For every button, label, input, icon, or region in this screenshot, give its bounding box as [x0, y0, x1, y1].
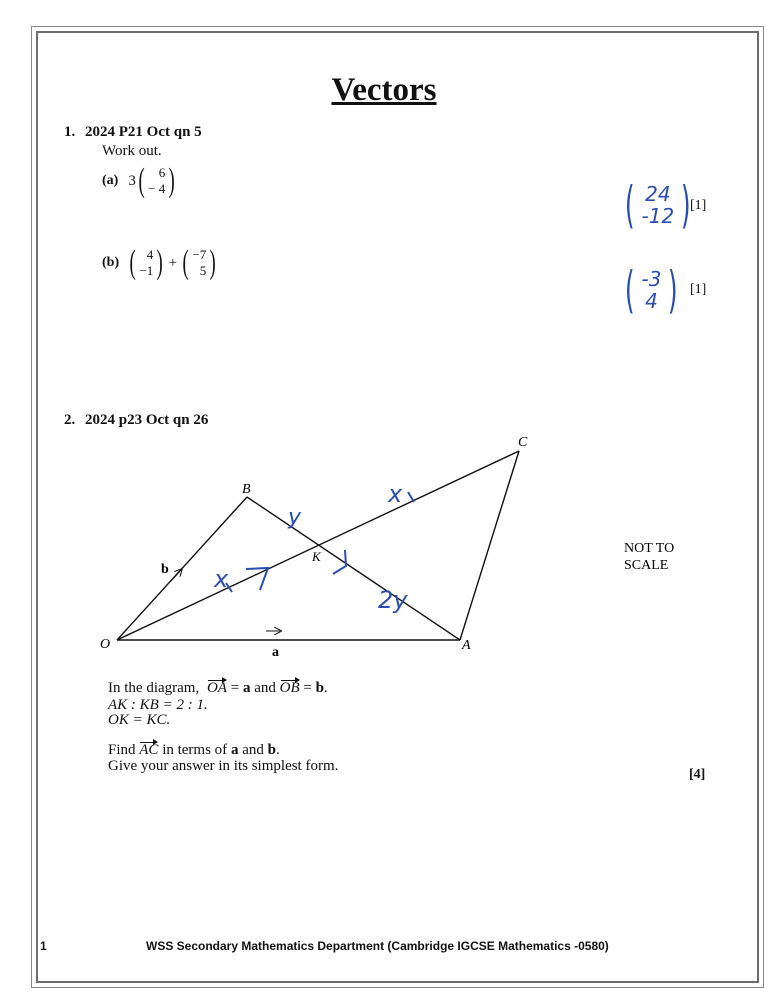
part-b-vector-1: ( 4 −1 ): [129, 244, 164, 281]
annotation-x-lower: x: [214, 565, 229, 593]
footer-page-number: 1: [40, 939, 47, 953]
question-1-number: 1.: [64, 124, 76, 140]
label-O: O: [100, 637, 111, 652]
q2-vector-a: a: [242, 680, 251, 696]
q2-vector-b-2: b: [267, 742, 276, 758]
q2-and-text: and: [250, 680, 280, 696]
tick-mark-KC: [408, 492, 414, 502]
label-B: B: [242, 482, 251, 497]
q2-simplest: Give your answer in its simplest form.: [108, 758, 339, 774]
question-1-instruction: Work out.: [102, 143, 162, 159]
part-a-answer: ( 24 -12 ): [624, 176, 691, 234]
part-b-vector-2-bottom: 5: [199, 263, 207, 278]
q2-marks: [4]: [689, 767, 706, 782]
line-BA: [247, 497, 460, 640]
part-a-answer-top: 24: [645, 182, 671, 206]
part-b-answer: ( -3 4 ): [624, 261, 679, 319]
vector-AC: AC: [139, 742, 159, 758]
q2-and-text-2: and: [238, 742, 268, 758]
q2-equal: OK = KC.: [108, 712, 171, 728]
q2-ratio: AK : KB = 2 : 1.: [108, 697, 208, 713]
q2-in-terms-text: in terms of: [158, 742, 231, 758]
annotation-y-upper: y: [288, 505, 302, 530]
page-title: Vectors: [331, 72, 437, 108]
label-b: b: [161, 562, 169, 577]
part-b-answer-top: -3: [641, 267, 662, 291]
part-b-vector-1-bottom: −1: [139, 263, 154, 278]
q2-find-line: [108, 742, 280, 759]
not-to-scale-line-1: NOT TO: [624, 541, 675, 556]
q2-period-2: .: [275, 742, 280, 758]
label-A: A: [462, 638, 471, 653]
q2-vector-b: b: [315, 680, 324, 696]
part-a-vector: ( 6 − 4 ): [138, 162, 176, 199]
vector-OA: OA: [206, 680, 227, 696]
part-b-label: (b): [102, 255, 120, 270]
question-1-source: 2024 P21 Oct qn 5: [85, 124, 202, 140]
label-K: K: [312, 549, 321, 564]
part-a-answer-bottom: -12: [641, 204, 675, 228]
label-C: C: [518, 435, 528, 450]
part-b-vector-2: ( −7 5 ): [182, 244, 217, 281]
part-a-label: (a): [102, 173, 119, 188]
q2-eq-text-2: =: [299, 680, 316, 696]
part-a-scalar: 3: [128, 172, 136, 189]
q2-intro-text: In the diagram,: [108, 680, 200, 696]
part-b-vector-2-top: −7: [192, 247, 207, 262]
q2-find-text: Find: [108, 742, 140, 758]
arrow-b: [170, 570, 181, 582]
part-b-marks: [1]: [690, 282, 707, 297]
part-b-answer-bottom: 4: [645, 289, 658, 313]
vector-OB: OB: [279, 680, 300, 696]
annotation-x-upper: x: [388, 480, 403, 508]
not-to-scale-line-2: SCALE: [624, 558, 669, 573]
label-a: a: [272, 645, 279, 660]
annotation-2y: 2y: [378, 586, 408, 614]
part-a-vector-bottom: − 4: [148, 181, 166, 196]
part-a-vector-top: 6: [158, 165, 166, 180]
part-b-vector-1-top: 4: [146, 247, 154, 262]
q2-intro-line: [108, 680, 328, 697]
footer-text: WSS Secondary Mathematics Department (Cambridge IGCSE Mathematics -0580): [146, 939, 609, 953]
part-a-marks: [1]: [690, 198, 707, 213]
q2-eq-text: =: [226, 680, 243, 696]
question-2-source: 2024 p23 Oct qn 26: [85, 412, 209, 428]
line-CA: [460, 451, 519, 640]
question-2-number: 2.: [64, 412, 76, 428]
q2-period: .: [323, 680, 328, 696]
q2-vector-a-2: a: [230, 742, 239, 758]
part-b-operator: +: [168, 254, 178, 271]
